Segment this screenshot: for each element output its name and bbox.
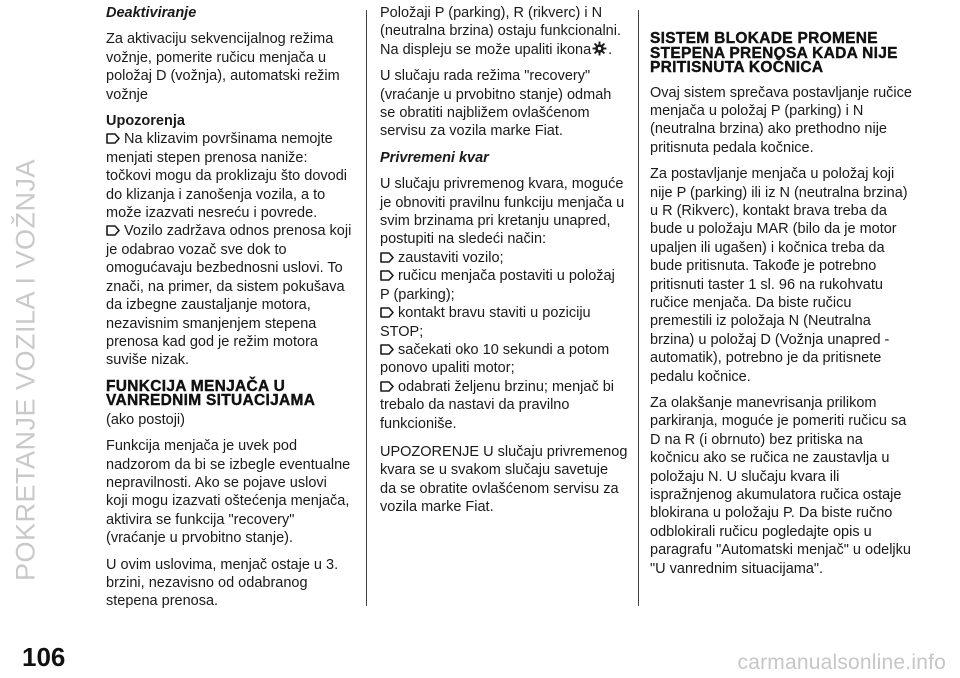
section-heading: SISTEM BLOKADE PROMENE STEPENA PRENOSA KADA NIJE PRITISNUTA KOČNICA	[650, 30, 898, 76]
warning-text: Vozilo zadržava odnos prenosa koji je odabrao vozač sve dok to omogućavaju bezbednosni uslovi. To znači, na primer, da sistem pokušava da izbegne zaustaljanje motora, nezavisnim smanjenjem stepena prenosa kad god je režim motora suviše nizak.	[106, 223, 352, 369]
step-text: odabrati željenu brzinu; menjač bi trebalo da nastavi da pravilno funkcioniše.	[380, 378, 615, 432]
column-1	[106, 4, 352, 619]
bullet-arrow-icon	[106, 225, 120, 236]
section-heading: FUNKCIJA MENJAČA U VANREDNIM SITUACIJAMA	[106, 377, 316, 410]
column-divider	[366, 10, 367, 606]
paragraph-warning: UPOZORENJE U slučaju privremenog kvara se u svakom slučaju savetuje da se obratite ovlašćenom servisu za vozila marke Fiat.	[380, 443, 628, 516]
side-section-title-text: POKRETANJE VOZILA I VOŽNJA	[10, 158, 41, 582]
bullet-arrow-icon	[106, 133, 120, 144]
bullet-arrow-icon	[380, 307, 394, 318]
step-item	[380, 341, 628, 378]
step-text: zaustaviti vozilo;	[398, 249, 504, 266]
page-number: 106	[22, 642, 66, 672]
watermark: carmanualsonline.info	[737, 651, 946, 674]
warning-item	[106, 130, 352, 222]
step-text: sačekati oko 10 sekundi a potom ponovo upaliti motor;	[380, 341, 610, 377]
heading-note: (ako postoji)	[106, 411, 185, 428]
paragraph: U slučaju rada režima "recovery" (vraćanje u prvobitno stanje) odmah se obratiti najbližem ovlašćenom servisu za vozila marke Fiat.	[380, 68, 612, 140]
step-item	[380, 378, 628, 433]
warning-text: Na klizavim površinama nemojte menjati stepen prenosa naniže: točkovi mogu da proklizaju što dovodi do klizanja i zanošenja vozila, a to može izazvati nesreću i povrede.	[106, 131, 347, 222]
bullet-arrow-icon	[380, 270, 394, 281]
transmission-fault-icon	[592, 41, 607, 56]
column-2	[380, 4, 628, 525]
paragraph: Za postavljanje menjača u položaj koji nije P (parking) ili iz N (neutralna brzina) u R (Rikverc), kontakt brava treba da bude u položaju MAR (bilo da je motor upaljen ili ugašen) i kočnica treba da bude pritisnuta. Takođe je potrebno pritisnuti taster 1 sl. 96 na rukohvatu ručice menjača. Da biste ručicu premestili iz položaja N (Neutralna brzina) u položaj D (Vožnja unapred - automatik), potrebno je da pritisnete pedalu kočnice.	[650, 166, 908, 385]
step-item	[380, 249, 628, 267]
paragraph: U ovim uslovima, menjač ostaje u 3. brzini, nezavisno od odabranog stepena prenosa.	[106, 556, 339, 610]
paragraph: Za olakšanje manevrisanja prilikom parkiranja, moguće je pomeriti ručicu sa D na R (i obrnuto) bez pritiska na kočnicu ako se ručica ne zaustavlja u položaju N. U slučaju kvara ili ispražnjenog akumulatora ručica ostaje blokirana u položaju P. Da biste ručno odblokirali ručicu pogledajte opis u paragrafu "Automatski menjač" u odeljku "U vanrednim situacijama".	[650, 395, 911, 577]
bullet-arrow-icon	[380, 381, 394, 392]
paragraph: Funkcija menjača je uvek pod nadzorom da bi se izbegle eventualne nepravilnosti. Ako se pojave uslovi koji mogu izazvati oštećenja menjača, aktivira se funkcija "recovery" (vraćanje u prvobitno stanje).	[106, 438, 351, 547]
step-text: kontakt bravu staviti u poziciju STOP;	[380, 305, 591, 340]
paragraph-text-end: .	[608, 41, 613, 58]
column-divider	[638, 10, 639, 606]
bullet-arrow-icon	[380, 344, 394, 355]
step-text: ručicu menjača postaviti u položaj P (parking);	[380, 268, 615, 303]
step-item	[380, 267, 628, 304]
paragraph	[380, 4, 628, 59]
subheading-privremeni-kvar: Privremeni kvar	[380, 149, 489, 166]
subheading-deaktiviranje: Deaktiviranje	[106, 5, 197, 21]
warning-item	[106, 222, 352, 369]
bullet-arrow-icon	[380, 252, 394, 263]
paragraph: Ovaj sistem sprečava postavljanje ručice menjača u položaj P (parking) i N (neutralna brzina) ako prethodno nije pritisnuta pedala kočnice.	[650, 84, 912, 156]
step-item	[380, 304, 628, 341]
warnings-label: Upozorenja	[106, 113, 185, 130]
column-3	[650, 4, 915, 586]
paragraph: Za aktivaciju sekvencijalnog režima vožnje, pomerite ručicu menjača u položaj D (vožnja), automatski režim vožnje	[106, 31, 340, 103]
paragraph: U slučaju privremenog kvara, moguće je obnoviti pravilnu funkciju menjača u svim brzinama pri kretanju unapred, postupiti na sledeći način:	[380, 176, 625, 248]
paragraph-text: Položaji P (parking), R (rikverc) i N (neutralna brzina) ostaju funkcionalni. Na displeju se može upaliti ikona	[380, 5, 621, 58]
